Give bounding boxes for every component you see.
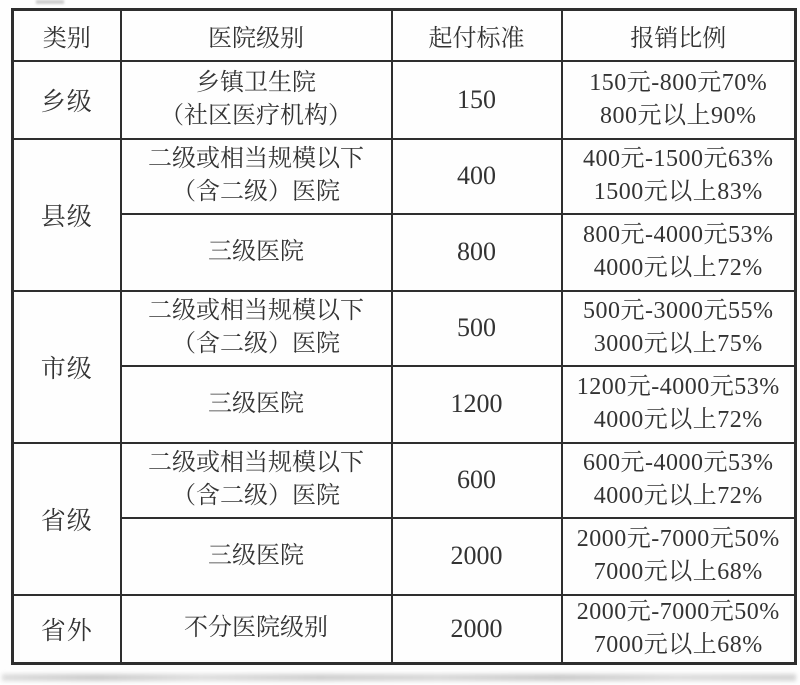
ratio-line: 1500元以上83% xyxy=(593,179,763,205)
ratio-line: 800元以上90% xyxy=(600,102,757,129)
hospital-level-cell xyxy=(121,443,392,518)
ratio-line: 400元-1500元63% xyxy=(583,146,774,172)
ratio-line: 2000元-7000元50% xyxy=(576,526,780,552)
table-row xyxy=(13,595,796,664)
hospital-line: （社区医疗机构） xyxy=(160,102,352,129)
category-cell: 省级 xyxy=(13,443,121,595)
hospital-line: 二级或相当规模以下 xyxy=(148,450,364,476)
header-hospital-level: 医院级别 xyxy=(121,10,392,61)
table-row xyxy=(13,61,796,139)
table-row xyxy=(13,139,796,214)
table-row xyxy=(13,443,796,518)
header-deductible: 起付标准 xyxy=(392,10,562,61)
ratio-line: 600元-4000元53% xyxy=(583,450,774,476)
table-row xyxy=(13,518,796,595)
ratio-cell xyxy=(562,214,796,291)
hospital-level-cell xyxy=(121,139,392,214)
hospital-level-cell xyxy=(121,61,392,139)
ratio-line: 4000元以上72% xyxy=(593,255,763,281)
hospital-line: 三级医院 xyxy=(208,542,304,569)
hospital-level-cell xyxy=(121,518,392,595)
reimbursement-table xyxy=(11,8,797,665)
header-category: 类别 xyxy=(13,10,121,61)
category-cell: 县级 xyxy=(13,139,121,291)
deductible-cell: 150 xyxy=(392,61,562,139)
hospital-level-cell xyxy=(121,291,392,366)
ratio-cell xyxy=(562,518,796,595)
deductible-cell: 800 xyxy=(392,214,562,291)
hospital-line: （含二级）医院 xyxy=(172,483,340,509)
ratio-line: 4000元以上72% xyxy=(593,483,763,509)
ratio-line: 7000元以上68% xyxy=(593,631,763,658)
ratio-cell xyxy=(562,366,796,443)
header-ratio: 报销比例 xyxy=(562,10,796,61)
ratio-line: 2000元-7000元50% xyxy=(576,598,780,625)
deductible-cell: 400 xyxy=(392,139,562,214)
ratio-line: 150元-800元70% xyxy=(589,69,768,96)
hospital-line: 不分医院级别 xyxy=(184,615,328,642)
hospital-line: 三级医院 xyxy=(208,238,304,265)
hospital-level-cell xyxy=(121,366,392,443)
ratio-line: 800元-4000元53% xyxy=(583,222,774,248)
deductible-cell: 2000 xyxy=(392,595,562,664)
hospital-level-cell xyxy=(121,214,392,291)
table-row xyxy=(13,291,796,366)
table-row xyxy=(13,366,796,443)
ratio-line: 1200元-4000元53% xyxy=(576,374,780,400)
hospital-line: 二级或相当规模以下 xyxy=(148,298,364,324)
table-row xyxy=(13,214,796,291)
ratio-line: 500元-3000元55% xyxy=(583,298,774,324)
hospital-line: 二级或相当规模以下 xyxy=(148,146,364,172)
table-header-row xyxy=(13,10,796,61)
hospital-line: 三级医院 xyxy=(208,390,304,417)
hospital-line: （含二级）医院 xyxy=(172,331,340,357)
ratio-line: 4000元以上72% xyxy=(593,407,763,433)
ratio-cell xyxy=(562,443,796,518)
ratio-line: 3000元以上75% xyxy=(593,331,763,357)
deductible-cell: 1200 xyxy=(392,366,562,443)
hospital-line: （含二级）医院 xyxy=(172,179,340,205)
deductible-cell: 2000 xyxy=(392,518,562,595)
deductible-cell: 600 xyxy=(392,443,562,518)
ratio-cell xyxy=(562,291,796,366)
category-cell: 省外 xyxy=(13,595,121,664)
hospital-level-cell xyxy=(121,595,392,664)
scan-artifact-top xyxy=(36,0,64,4)
ratio-cell xyxy=(562,61,796,139)
hospital-line: 乡镇卫生院 xyxy=(196,69,316,96)
scan-artifact-bottom xyxy=(2,674,796,681)
ratio-cell xyxy=(562,139,796,214)
category-cell: 市级 xyxy=(13,291,121,443)
deductible-cell: 500 xyxy=(392,291,562,366)
ratio-line: 7000元以上68% xyxy=(593,559,763,585)
ratio-cell xyxy=(562,595,796,664)
category-cell: 乡级 xyxy=(13,61,121,139)
